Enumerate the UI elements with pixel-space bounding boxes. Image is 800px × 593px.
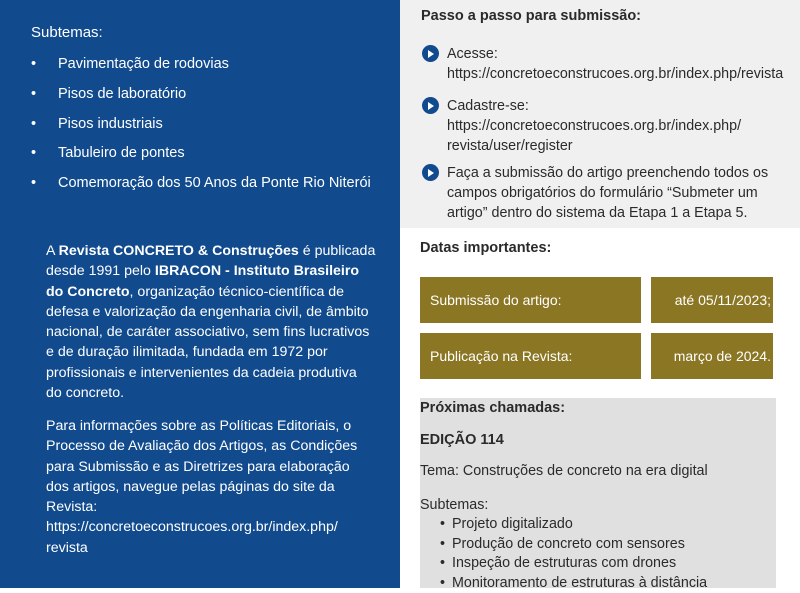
list-item: [31, 114, 371, 144]
site-link-part[interactable]: revista: [46, 540, 88, 556]
list-item: [440, 554, 707, 574]
register-link[interactable]: https://concretoeconstrucoes.org.br/index.php/: [447, 116, 792, 136]
subtema-text: Inspeção de estruturas com drones: [452, 555, 676, 571]
list-item: [31, 84, 371, 114]
list-item: [31, 173, 371, 203]
subtemas-list: [31, 54, 371, 203]
subtema-text: Tabuleiro de pontes: [58, 145, 185, 161]
subtema-text: Pavimentação de rodovias: [58, 56, 229, 72]
list-item: [31, 54, 371, 84]
edition-subtemas-heading: Subtemas:: [420, 497, 488, 513]
about-text: é publicada desde 1991 pelo: [46, 243, 375, 279]
date-value: até 05/11/2023;: [651, 277, 773, 323]
bullet-icon: •: [31, 173, 36, 193]
play-circle-icon: [422, 97, 439, 114]
date-label: Submissão do artigo:: [420, 277, 641, 323]
edition-theme: Tema: Construções de concreto na era digital: [420, 463, 708, 479]
bullet-icon: •: [440, 554, 452, 574]
bullet-icon: •: [31, 54, 36, 74]
list-item: [440, 515, 707, 535]
dates-heading: Datas importantes:: [420, 240, 551, 256]
subtema-text: Pisos de laboratório: [58, 86, 186, 102]
bullet-icon: •: [440, 515, 452, 535]
next-calls-heading: Próximas chamadas:: [420, 400, 565, 416]
left-panel: [0, 0, 400, 588]
date-value: março de 2024.: [651, 333, 773, 379]
site-link-part[interactable]: https://concretoeconstrucoes.org.br/index.php/: [46, 519, 338, 535]
site-link[interactable]: [46, 517, 376, 558]
subtemas-heading: Subtemas:: [31, 24, 103, 41]
step-label: Cadastre-se:: [447, 96, 792, 116]
steps-heading: Passo a passo para submissão:: [421, 8, 641, 24]
subtema-text: Pisos industriais: [58, 116, 163, 132]
step-text: Faça a submissão do artigo preenchendo todos os: [447, 163, 792, 183]
subtema-text: Comemoração dos 50 Anos da Ponte Rio Niterói: [58, 175, 371, 191]
more-info-text: Para informações sobre as Políticas Editoriais, o Processo de Avaliação dos Artigos, as Condições para Submissão e as Diretrizes para elaboração dos artigos, navegue pelas páginas do site da Revista:: [46, 416, 376, 517]
bullet-icon: •: [440, 535, 452, 555]
bullet-icon: •: [440, 574, 452, 593]
bullet-icon: •: [31, 114, 36, 134]
magazine-name: Revista CONCRETO & Construções: [59, 243, 299, 259]
register-link[interactable]: revista/user/register: [447, 136, 792, 156]
step-text: campos obrigatórios do formulário “Submeter um: [447, 183, 792, 203]
list-item: [31, 143, 371, 173]
bullet-icon: •: [31, 143, 36, 163]
about-paragraph: [46, 241, 376, 403]
list-item: [440, 574, 707, 593]
play-circle-icon: [422, 45, 439, 62]
bullet-icon: •: [31, 84, 36, 104]
journal-link[interactable]: https://concretoeconstrucoes.org.br/index.php/revista: [447, 64, 792, 84]
step-text: artigo” dentro do sistema da Etapa 1 a Etapa 5.: [447, 203, 792, 223]
about-text: , organização técnico-científica de defesa e valorização da engenharia civil, de âmbito nacional, de caráter associativo, sem fins lucrativos e de duração ilimitada, fundada em 1972 por profissionais e intervenientes da cadeia produtiva do concreto.: [46, 284, 369, 401]
step-label: Acesse:: [447, 44, 792, 64]
date-label: Publicação na Revista:: [420, 333, 641, 379]
edition-subtemas-list: [440, 515, 707, 593]
more-info-paragraph: [46, 416, 376, 558]
edition-title: EDIÇÃO 114: [420, 432, 504, 448]
subtema-text: Monitoramento de estruturas à distância: [452, 575, 707, 591]
subtema-text: Projeto digitalizado: [452, 516, 573, 532]
institute-name: IBRACON - Instituto Brasileiro do Concreto: [46, 263, 359, 299]
subtema-text: Produção de concreto com sensores: [452, 536, 685, 552]
play-circle-icon: [422, 164, 439, 181]
list-item: [440, 535, 707, 555]
about-text: A: [46, 243, 59, 259]
